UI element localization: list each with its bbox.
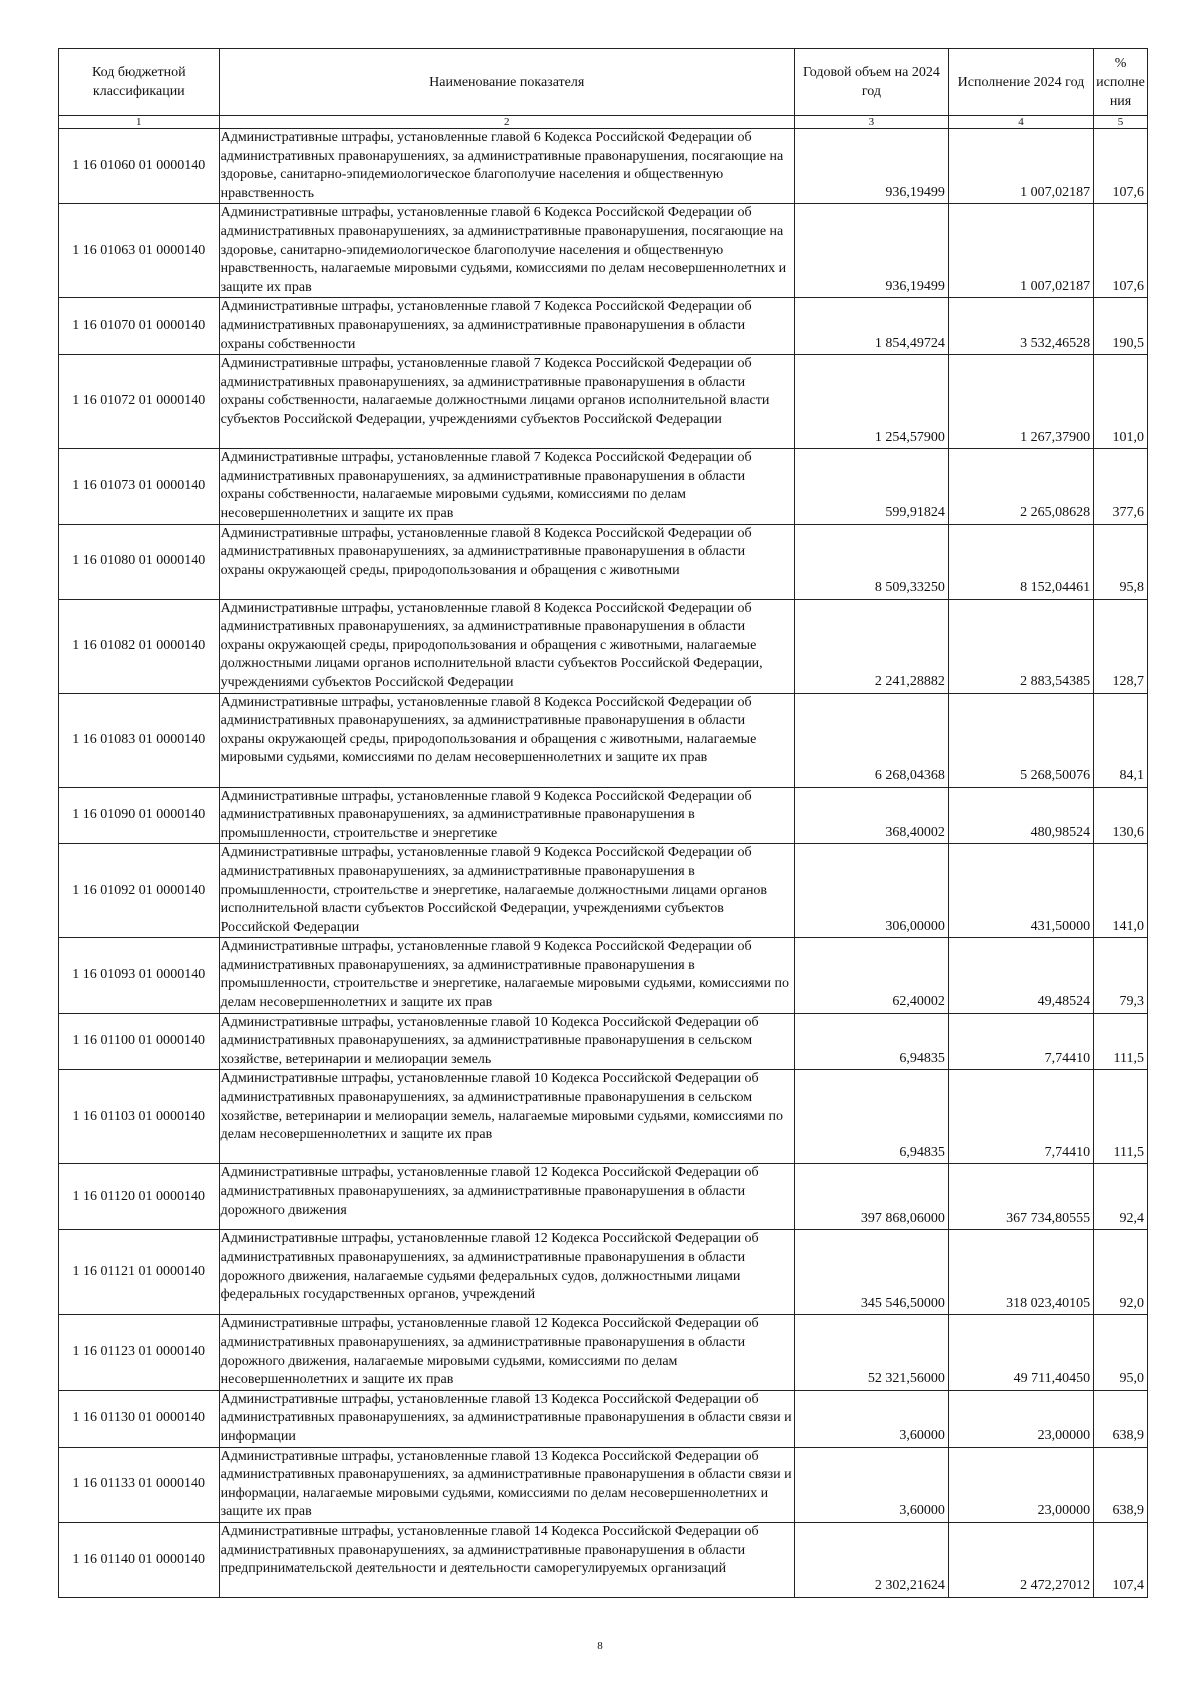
table-row (59, 844, 1148, 938)
actual-execution-value: 8 152,04461 (948, 524, 1093, 599)
budget-code: 1 16 01063 01 0000140 (59, 204, 220, 298)
indicator-name: Административные штрафы, установленные главой 6 Кодекса Российской Федерации об административных правонарушениях, за административные правонарушения, посягающие на здоровье, санитарно-эпидемиологическое благополучие населения и общественную нравственность (219, 129, 794, 204)
annual-plan-value: 8 509,33250 (794, 524, 948, 599)
table-row (59, 355, 1148, 449)
indicator-name: Административные штрафы, установленные главой 7 Кодекса Российской Федерации об административных правонарушениях, за административные правонарушения в области охраны собственности, налагаемые должностными лицами органов исполнительной власти субъектов Российской Федерации, учреждениями субъектов Российской Федерации (219, 355, 794, 449)
budget-code: 1 16 01130 01 0000140 (59, 1390, 220, 1447)
actual-execution-value: 5 268,50076 (948, 693, 1093, 787)
actual-execution-value: 2 265,08628 (948, 449, 1093, 524)
indicator-name: Административные штрафы, установленные главой 13 Кодекса Российской Федерации об административных правонарушениях, за административные правонарушения в области связи и информации (219, 1390, 794, 1447)
budget-code: 1 16 01120 01 0000140 (59, 1164, 220, 1230)
annual-plan-value: 306,00000 (794, 844, 948, 938)
actual-execution-value: 49 711,40450 (948, 1315, 1093, 1390)
indicator-name: Административные штрафы, установленные главой 6 Кодекса Российской Федерации об административных правонарушениях, за административные правонарушения, посягающие на здоровье, санитарно-эпидемиологическое благополучие населения и общественную нравственность, налагаемые мировыми судьями, комиссиями по делам несовершеннолетних и защите их прав (219, 204, 794, 298)
budget-code: 1 16 01060 01 0000140 (59, 129, 220, 204)
budget-code: 1 16 01072 01 0000140 (59, 355, 220, 449)
table-row (59, 298, 1148, 355)
execution-percent: 141,0 (1094, 844, 1148, 938)
table-row (59, 1070, 1148, 1164)
budget-execution-table (58, 48, 1148, 1598)
actual-execution-value: 23,00000 (948, 1447, 1093, 1522)
table-row (59, 938, 1148, 1013)
annual-plan-value: 345 546,50000 (794, 1230, 948, 1315)
execution-percent: 84,1 (1094, 693, 1148, 787)
indicator-name: Административные штрафы, установленные главой 14 Кодекса Российской Федерации об административных правонарушениях, за административные правонарушения в области предпринимательской деятельности и деятельности саморегулируемых организаций (219, 1522, 794, 1597)
table-row (59, 1164, 1148, 1230)
execution-percent: 107,4 (1094, 1522, 1148, 1597)
actual-execution-value: 2 883,54385 (948, 599, 1093, 693)
budget-code: 1 16 01140 01 0000140 (59, 1522, 220, 1597)
budget-code: 1 16 01073 01 0000140 (59, 449, 220, 524)
table-row (59, 524, 1148, 599)
execution-percent: 95,8 (1094, 524, 1148, 599)
column-number: 4 (948, 116, 1093, 129)
execution-percent: 92,4 (1094, 1164, 1148, 1230)
actual-execution-value: 49,48524 (948, 938, 1093, 1013)
actual-execution-value: 2 472,27012 (948, 1522, 1093, 1597)
annual-plan-value: 2 241,28882 (794, 599, 948, 693)
execution-percent: 107,6 (1094, 129, 1148, 204)
indicator-name: Административные штрафы, установленные главой 10 Кодекса Российской Федерации об административных правонарушениях, за административные правонарушения в сельском хозяйстве, ветеринарии и мелиорации земель, налагаемые мировыми судьями, комиссиями по делам несовершеннолетних и защите их прав (219, 1070, 794, 1164)
table-row (59, 693, 1148, 787)
budget-code: 1 16 01092 01 0000140 (59, 844, 220, 938)
indicator-name: Административные штрафы, установленные главой 12 Кодекса Российской Федерации об административных правонарушениях, за административные правонарушения в области дорожного движения, налагаемые судьями федеральных судов, должностными лицами федеральных государственных органов, учреждений (219, 1230, 794, 1315)
header-percent: % исполне ния (1094, 49, 1148, 116)
indicator-name: Административные штрафы, установленные главой 12 Кодекса Российской Федерации об административных правонарушениях, за административные правонарушения в области дорожного движения (219, 1164, 794, 1230)
budget-code: 1 16 01070 01 0000140 (59, 298, 220, 355)
execution-percent: 95,0 (1094, 1315, 1148, 1390)
actual-execution-value: 367 734,80555 (948, 1164, 1093, 1230)
header-name: Наименование показателя (219, 49, 794, 116)
annual-plan-value: 2 302,21624 (794, 1522, 948, 1597)
column-number: 5 (1094, 116, 1148, 129)
table-row (59, 1315, 1148, 1390)
budget-code: 1 16 01123 01 0000140 (59, 1315, 220, 1390)
annual-plan-value: 3,60000 (794, 1390, 948, 1447)
budget-code: 1 16 01080 01 0000140 (59, 524, 220, 599)
execution-percent: 107,6 (1094, 204, 1148, 298)
table-row (59, 204, 1148, 298)
indicator-name: Административные штрафы, установленные главой 9 Кодекса Российской Федерации об административных правонарушениях, за административные правонарушения в промышленности, строительстве и энергетике (219, 787, 794, 844)
indicator-name: Административные штрафы, установленные главой 9 Кодекса Российской Федерации об административных правонарушениях, за административные правонарушения в промышленности, строительстве и энергетике, налагаемые мировыми судьями, комиссиями по делам несовершеннолетних и защите их прав (219, 938, 794, 1013)
indicator-name: Административные штрафы, установленные главой 7 Кодекса Российской Федерации об административных правонарушениях, за административные правонарушения в области охраны собственности (219, 298, 794, 355)
indicator-name: Административные штрафы, установленные главой 8 Кодекса Российской Федерации об административных правонарушениях, за административные правонарушения в области охраны окружающей среды, природопользования и обращения с животными, налагаемые должностными лицами органов исполнительной власти субъектов Российской Федерации, учреждениями субъектов Российской Федерации (219, 599, 794, 693)
table-row (59, 449, 1148, 524)
column-number: 2 (219, 116, 794, 129)
indicator-name: Административные штрафы, установленные главой 8 Кодекса Российской Федерации об административных правонарушениях, за административные правонарушения в области охраны окружающей среды, природопользования и обращения с животными (219, 524, 794, 599)
table-row (59, 1522, 1148, 1597)
actual-execution-value: 7,74410 (948, 1070, 1093, 1164)
actual-execution-value: 1 007,02187 (948, 204, 1093, 298)
table-body (59, 129, 1148, 1598)
annual-plan-value: 6,94835 (794, 1013, 948, 1070)
column-number: 3 (794, 116, 948, 129)
indicator-name: Административные штрафы, установленные главой 12 Кодекса Российской Федерации об административных правонарушениях, за административные правонарушения в области дорожного движения, налагаемые мировыми судьями, комиссиями по делам несовершеннолетних и защите их прав (219, 1315, 794, 1390)
table-row (59, 1390, 1148, 1447)
header-actual: Исполнение 2024 год (948, 49, 1093, 116)
actual-execution-value: 431,50000 (948, 844, 1093, 938)
execution-percent: 111,5 (1094, 1013, 1148, 1070)
indicator-name: Административные штрафы, установленные главой 9 Кодекса Российской Федерации об административных правонарушениях, за административные правонарушения в промышленности, строительстве и энергетике, налагаемые должностными лицами органов исполнительной власти субъектов Российской Федерации, учреждениями субъектов Российской Федерации (219, 844, 794, 938)
execution-percent: 377,6 (1094, 449, 1148, 524)
budget-code: 1 16 01083 01 0000140 (59, 693, 220, 787)
indicator-name: Административные штрафы, установленные главой 7 Кодекса Российской Федерации об административных правонарушениях, за административные правонарушения в области охраны собственности, налагаемые мировыми судьями, комиссиями по делам несовершеннолетних и защите их прав (219, 449, 794, 524)
budget-code: 1 16 01093 01 0000140 (59, 938, 220, 1013)
budget-code: 1 16 01090 01 0000140 (59, 787, 220, 844)
budget-code: 1 16 01082 01 0000140 (59, 599, 220, 693)
annual-plan-value: 6,94835 (794, 1070, 948, 1164)
actual-execution-value: 318 023,40105 (948, 1230, 1093, 1315)
actual-execution-value: 1 267,37900 (948, 355, 1093, 449)
annual-plan-value: 397 868,06000 (794, 1164, 948, 1230)
execution-percent: 190,5 (1094, 298, 1148, 355)
actual-execution-value: 1 007,02187 (948, 129, 1093, 204)
execution-percent: 638,9 (1094, 1390, 1148, 1447)
budget-code: 1 16 01100 01 0000140 (59, 1013, 220, 1070)
execution-percent: 128,7 (1094, 599, 1148, 693)
actual-execution-value: 480,98524 (948, 787, 1093, 844)
execution-percent: 101,0 (1094, 355, 1148, 449)
indicator-name: Административные штрафы, установленные главой 10 Кодекса Российской Федерации об административных правонарушениях, за административные правонарушения в сельском хозяйстве, ветеринарии и мелиорации земель (219, 1013, 794, 1070)
annual-plan-value: 62,40002 (794, 938, 948, 1013)
table-row (59, 1447, 1148, 1522)
column-number-row (59, 116, 1148, 129)
column-number: 1 (59, 116, 220, 129)
table-row (59, 787, 1148, 844)
annual-plan-value: 6 268,04368 (794, 693, 948, 787)
page-number: 8 (597, 1640, 603, 1652)
budget-code: 1 16 01103 01 0000140 (59, 1070, 220, 1164)
annual-plan-value: 1 254,57900 (794, 355, 948, 449)
indicator-name: Административные штрафы, установленные главой 13 Кодекса Российской Федерации об административных правонарушениях, за административные правонарушения в области связи и информации, налагаемые мировыми судьями, комиссиями по делам несовершеннолетних и защите их прав (219, 1447, 794, 1522)
annual-plan-value: 3,60000 (794, 1447, 948, 1522)
annual-plan-value: 368,40002 (794, 787, 948, 844)
table-row (59, 129, 1148, 204)
actual-execution-value: 3 532,46528 (948, 298, 1093, 355)
execution-percent: 79,3 (1094, 938, 1148, 1013)
header-plan: Годовой объем на 2024 год (794, 49, 948, 116)
execution-percent: 130,6 (1094, 787, 1148, 844)
actual-execution-value: 23,00000 (948, 1390, 1093, 1447)
execution-percent: 638,9 (1094, 1447, 1148, 1522)
indicator-name: Административные штрафы, установленные главой 8 Кодекса Российской Федерации об административных правонарушениях, за административные правонарушения в области охраны окружающей среды, природопользования и обращения с животными, налагаемые мировыми судьями, комиссиями по делам несовершеннолетних и защите их прав (219, 693, 794, 787)
annual-plan-value: 599,91824 (794, 449, 948, 524)
execution-percent: 111,5 (1094, 1070, 1148, 1164)
budget-code: 1 16 01133 01 0000140 (59, 1447, 220, 1522)
table-row (59, 1230, 1148, 1315)
actual-execution-value: 7,74410 (948, 1013, 1093, 1070)
annual-plan-value: 936,19499 (794, 204, 948, 298)
annual-plan-value: 936,19499 (794, 129, 948, 204)
header-code: Код бюджетной классификации (59, 49, 220, 116)
table-row (59, 1013, 1148, 1070)
annual-plan-value: 1 854,49724 (794, 298, 948, 355)
table-header-row (59, 49, 1148, 116)
execution-percent: 92,0 (1094, 1230, 1148, 1315)
table-row (59, 599, 1148, 693)
budget-code: 1 16 01121 01 0000140 (59, 1230, 220, 1315)
annual-plan-value: 52 321,56000 (794, 1315, 948, 1390)
